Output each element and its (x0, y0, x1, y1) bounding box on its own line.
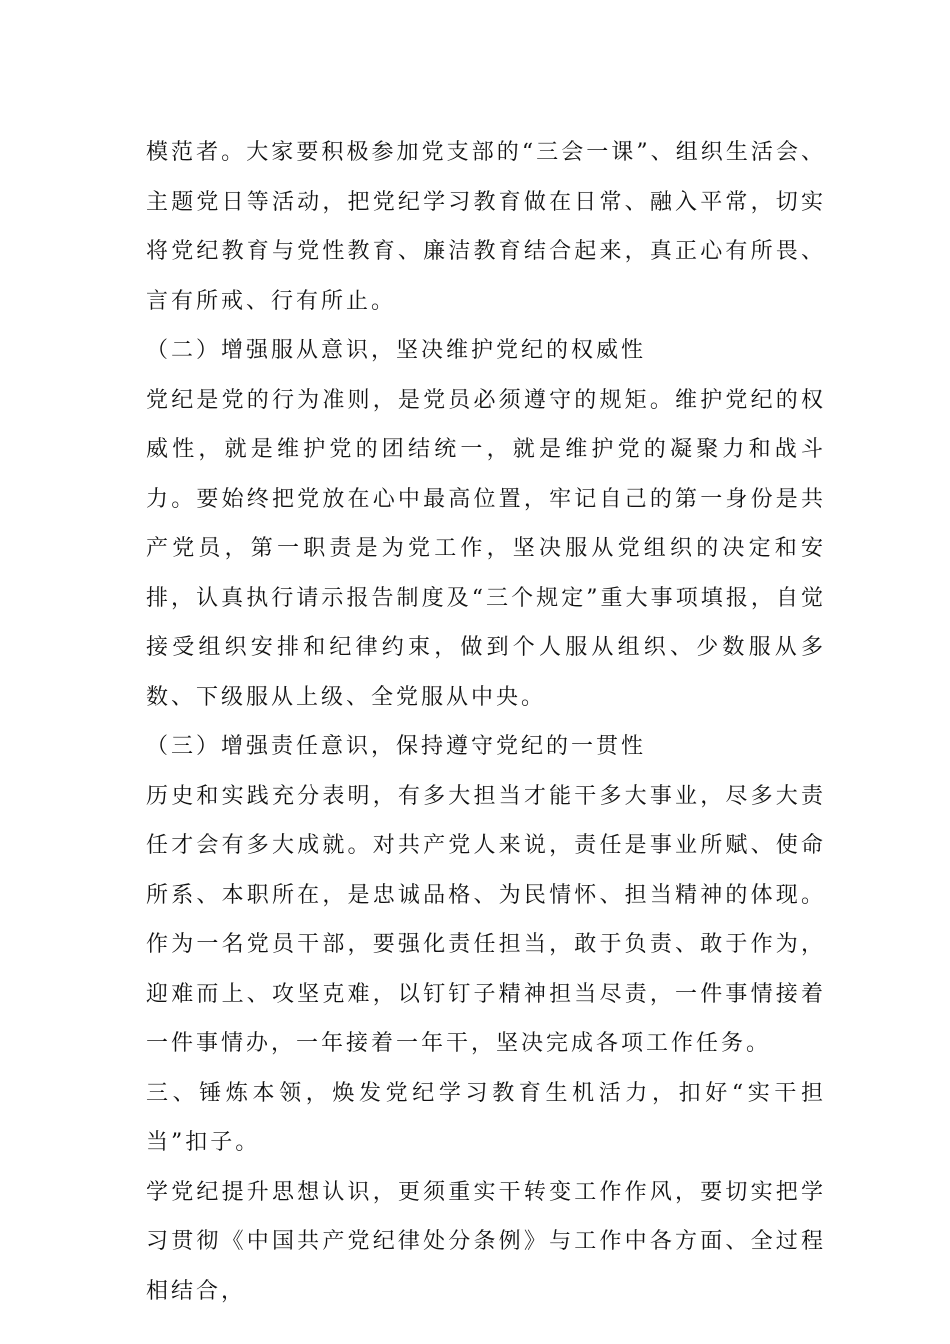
body-paragraph: 模范者。大家要积极参加党支部的“三会一课”、组织生活会、主题党日等活动，把党纪学习教育做在日常、融入平常，切实将党纪教育与党性教育、廉洁教育结合起来，真正心有所畏、言有所戒、行有所止。 (146, 140, 826, 314)
body-paragraph: 历史和实践充分表明，有多大担当才能干多大事业，尽多大责任才会有多大成就。对共产党人来说，责任是事业所赋、使命所系、本职所在，是忠诚品格、为民情怀、担当精神的体现。作为一名党员干部，要强化责任担当，敢于负责、敢于作为，迎难而上、攻坚克难，以钉钉子精神担当尽责，一件事情接着一件事情办，一年接着一年干，坚决完成各项工作任务。 (146, 783, 826, 1056)
section-title-paragraph: 三、锤炼本领，焕发党纪学习教育生机活力，扣好“实干担当”扣子。 (146, 1080, 826, 1155)
section-heading: （二）增强服从意识，坚决维护党纪的权威性 (146, 338, 647, 363)
body-paragraph: 学党纪提升思想认识，更须重实干转变工作作风，要切实把学习贯彻《中国共产党纪律处分条例》与工作中各方面、全过程相结合， (146, 1179, 826, 1304)
document-body (146, 128, 826, 1316)
section-heading: （三）增强责任意识，保持遵守党纪的一贯性 (146, 734, 647, 759)
body-paragraph: 党纪是党的行为准则，是党员必须遵守的规矩。维护党纪的权威性，就是维护党的团结统一，就是维护党的凝聚力和战斗力。要始终把党放在心中最高位置，牢记自己的第一身份是共产党员，第一职责是为党工作，坚决服从党组织的决定和安排，认真执行请示报告制度及“三个规定”重大事项填报，自觉接受组织安排和纪律约束，做到个人服从组织、少数服从多数、下级服从上级、全党服从中央。 (146, 387, 826, 710)
